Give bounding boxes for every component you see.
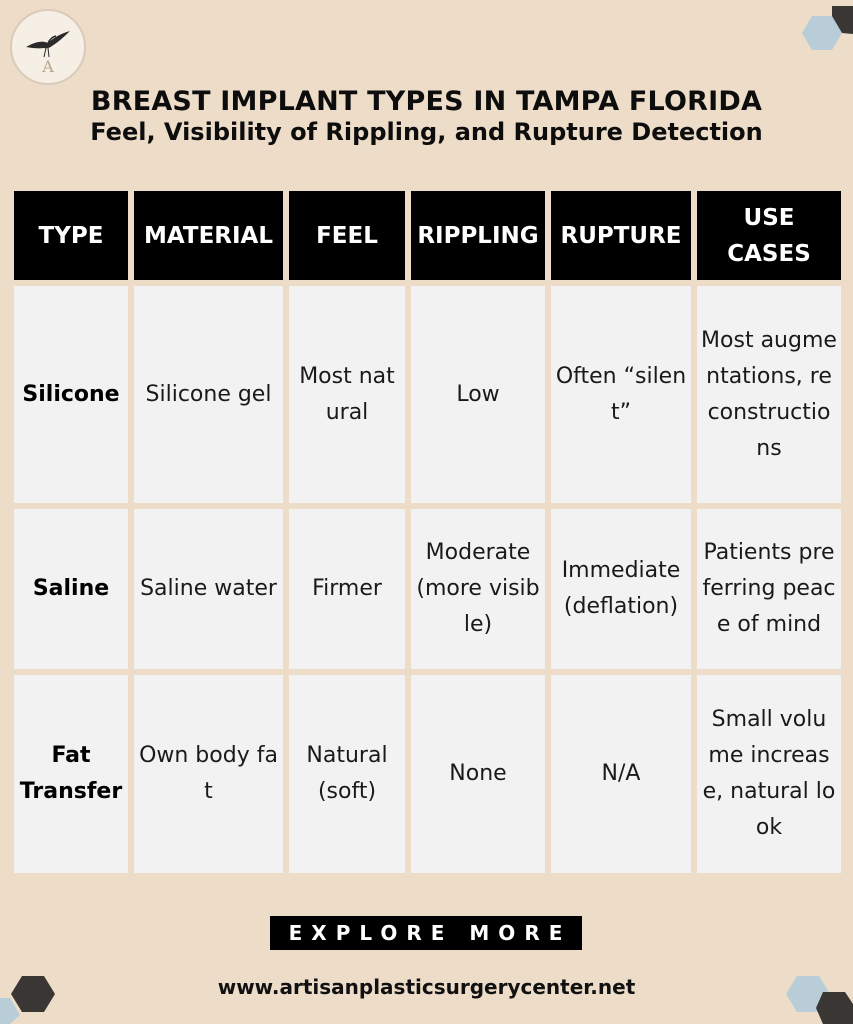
cell-material: Saline water [134,509,283,669]
header-rupture: RUPTURE [551,191,691,280]
header-use-cases: USE CASES [697,191,841,280]
cell-rupture: Immediate (deflation) [551,509,691,669]
cell-material: Own body fat [134,675,283,873]
heron-bird-icon [18,17,78,77]
implant-comparison-table [14,191,841,873]
cell-rippling: None [411,675,545,873]
page-title: BREAST IMPLANT TYPES IN TAMPA FLORIDA [90,86,763,117]
cell-rippling: Moderate (more visible) [411,509,545,669]
hexagon-decoration-top-right [798,6,853,56]
cell-use-cases: Small volume increase, natural look [697,675,841,873]
cell-type: Saline [14,509,128,669]
logo-monogram: A [42,57,54,76]
header-rippling: RIPPLING [411,191,545,280]
brand-logo[interactable] [10,9,86,85]
cell-material: Silicone gel [134,286,283,503]
cell-rippling: Low [411,286,545,503]
header-feel: FEEL [289,191,405,280]
explore-more-button[interactable]: EXPLORE MORE [270,916,582,950]
cell-feel: Firmer [289,509,405,669]
cell-feel: Natural (soft) [289,675,405,873]
cell-use-cases: Patients preferring peace of mind [697,509,841,669]
cell-type: Fat Transfer [14,675,128,873]
website-link[interactable]: www.artisanplasticsurgerycenter.net [217,975,636,999]
header-material: MATERIAL [134,191,283,280]
cell-rupture: Often “silent” [551,286,691,503]
cell-feel: Most natural [289,286,405,503]
page-subtitle: Feel, Visibility of Rippling, and Rupture Detection [90,118,763,146]
cell-rupture: N/A [551,675,691,873]
header-type: TYPE [14,191,128,280]
cell-type: Silicone [14,286,128,503]
cell-use-cases: Most augmentations, reconstructions [697,286,841,503]
